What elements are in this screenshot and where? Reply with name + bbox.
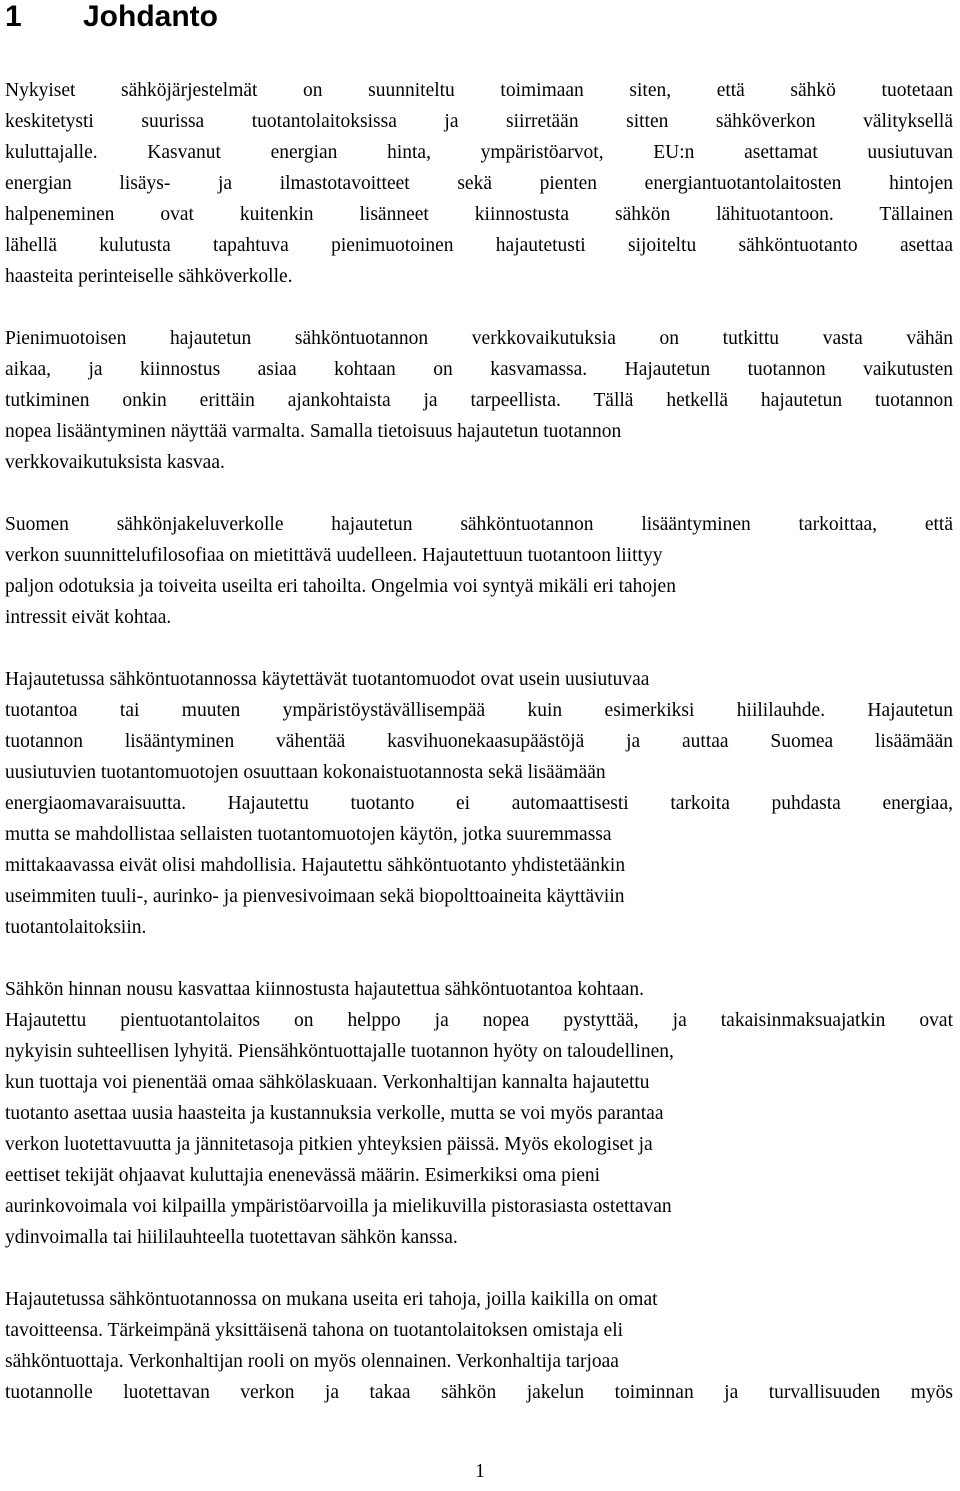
paragraph-6: [5, 1284, 955, 1408]
text-line: verkon luotettavuutta ja jännitetasoja pitkien yhteyksien päissä. Myös ekologiset ja: [5, 1134, 653, 1155]
text-line: Hajautetussa sähköntuotannossa käytettävät tuotantomuodot ovat usein uusiutuvaa: [5, 669, 650, 690]
paragraph-3: [5, 509, 955, 633]
section-number: 1: [5, 0, 22, 33]
text-line: useimmiten tuuli-, aurinko- ja pienvesivoimaan sekä biopolttoaineita käyttäviin: [5, 886, 625, 907]
section-heading: [5, 0, 955, 34]
paragraph-1: [5, 75, 955, 292]
text-line: tutkiminen onkin erittäin ajankohtaista ja tarpeellista. Tällä hetkellä hajautetun tuotannon: [5, 390, 953, 411]
text-line: Sähkön hinnan nousu kasvattaa kiinnostusta hajautettua sähköntuotantoa kohtaan.: [5, 979, 645, 1000]
text-line: tuotanto asettaa uusia haasteita ja kustannuksia verkolle, mutta se voi myös parantaa: [5, 1103, 664, 1124]
text-line: nopea lisääntyminen näyttää varmalta. Samalla tietoisuus hajautetun tuotannon: [5, 421, 622, 442]
text-line: haasteita perinteiselle sähköverkolle.: [5, 266, 293, 287]
text-line: ydinvoimalla tai hiililauhteella tuotettavan sähkön kanssa.: [5, 1227, 458, 1248]
paragraph-5: [5, 974, 955, 1253]
text-line: keskitetysti suurissa tuotantolaitoksissa ja siirretään sitten sähköverkon välityksellä: [5, 111, 953, 132]
section-title: Johdanto: [83, 0, 218, 33]
text-line: paljon odotuksia ja toiveita useilta eri tahoilta. Ongelmia voi syntyä mikäli eri tahojen: [5, 576, 676, 597]
text-line: Hajautettu pientuotantolaitos on helppo ja nopea pystyttää, ja takaisinmaksuajatkin ovat: [5, 1010, 953, 1031]
text-line: tavoitteensa. Tärkeimpänä yksittäisenä tahona on tuotantolaitoksen omistaja eli: [5, 1320, 624, 1341]
paragraph-2: [5, 323, 955, 478]
text-line: Hajautetussa sähköntuotannossa on mukana useita eri tahoja, joilla kaikilla on omat: [5, 1289, 658, 1310]
text-line: energiaomavaraisuutta. Hajautettu tuotanto ei automaattisesti tarkoita puhdasta energiaa,: [5, 793, 953, 814]
text-line: nykyisin suhteellisen lyhyitä. Piensähköntuottajalle tuotannon hyöty on taloudellinen,: [5, 1041, 674, 1062]
text-line: tuotannolle luotettavan verkon ja takaa sähkön jakelun toiminnan ja turvallisuuden myös: [5, 1382, 953, 1403]
text-line: mutta se mahdollistaa sellaisten tuotantomuotojen käytön, jotka suuremmassa: [5, 824, 612, 845]
text-line: tuotantoa tai muuten ympäristöystävällisempää kuin esimerkiksi hiililauhde. Hajautetun: [5, 700, 953, 721]
text-line: intressit eivät kohtaa.: [5, 607, 172, 628]
text-line: tuotantolaitoksiin.: [5, 917, 147, 938]
text-line: energian lisäys- ja ilmastotavoitteet sekä pienten energiantuotantolaitosten hintojen: [5, 173, 953, 194]
text-line: Nykyiset sähköjärjestelmät on suunniteltu toimimaan siten, että sähkö tuotetaan: [5, 80, 953, 101]
text-line: kuluttajalle. Kasvanut energian hinta, ympäristöarvot, EU:n asettamat uusiutuvan: [5, 142, 953, 163]
text-line: Suomen sähkönjakeluverkolle hajautetun sähköntuotannon lisääntyminen tarkoittaa, että: [5, 514, 953, 535]
text-line: lähellä kulutusta tapahtuva pienimuotoinen hajautetusti sijoiteltu sähköntuotanto asettaa: [5, 235, 953, 256]
text-line: uusiutuvien tuotantomuotojen osuuttaan kokonaistuotannosta sekä lisäämään: [5, 762, 606, 783]
document-page: [5, 0, 955, 1408]
text-line: aikaa, ja kiinnostus asiaa kohtaan on kasvamassa. Hajautetun tuotannon vaikutusten: [5, 359, 953, 380]
text-line: mittakaavassa eivät olisi mahdollisia. Hajautettu sähköntuotanto yhdistetäänkin: [5, 855, 626, 876]
text-line: eettiset tekijät ohjaavat kuluttajia enenevässä määrin. Esimerkiksi oma pieni: [5, 1165, 601, 1186]
text-line: tuotannon lisääntyminen vähentää kasvihuonekaasupäästöjä ja auttaa Suomea lisäämään: [5, 731, 953, 752]
text-line: sähköntuottaja. Verkonhaltijan rooli on myös olennainen. Verkonhaltija tarjoaa: [5, 1351, 619, 1372]
text-line: verkon suunnittelufilosofiaa on mietittävä uudelleen. Hajautettuun tuotantoon liittyy: [5, 545, 663, 566]
text-line: halpeneminen ovat kuitenkin lisänneet kiinnostusta sähkön lähituotantoon. Tällainen: [5, 204, 953, 225]
text-line: aurinkovoimala voi kilpailla ympäristöarvoilla ja mielikuvilla pistorasiasta ostettavan: [5, 1196, 672, 1217]
paragraph-4: [5, 664, 955, 943]
text-line: Pienimuotoisen hajautetun sähköntuotannon verkkovaikutuksia on tutkittu vasta vähän: [5, 328, 953, 349]
document-body: [5, 75, 955, 1408]
page-number: 1: [475, 1461, 485, 1482]
text-line: kun tuottaja voi pienentää omaa sähkölaskuaan. Verkonhaltijan kannalta hajautettu: [5, 1072, 650, 1093]
text-line: verkkovaikutuksista kasvaa.: [5, 452, 225, 473]
